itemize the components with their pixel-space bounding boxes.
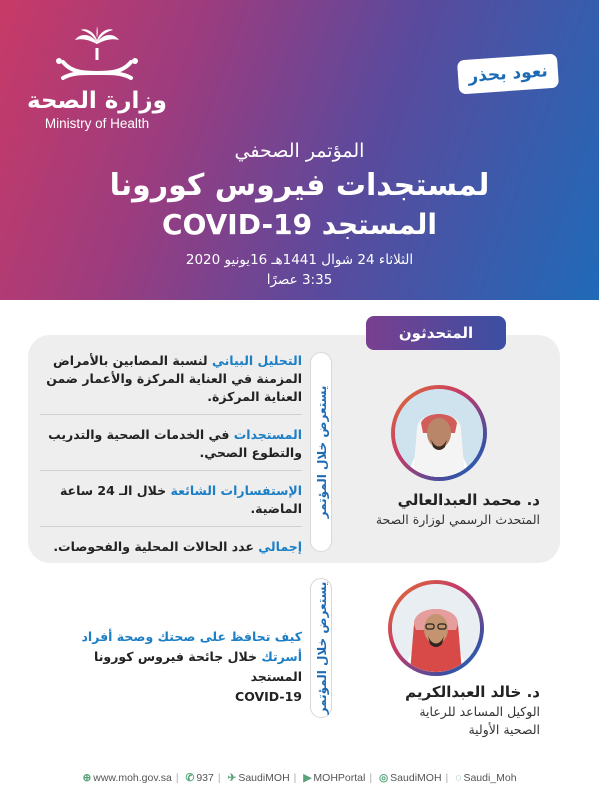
topic-highlight: التحليل البياني <box>211 353 302 368</box>
conference-time: 3:35 عصرًا <box>266 272 333 288</box>
phone-icon: ✆ <box>185 772 195 784</box>
topic-highlight: كيف تحافظ على صحتك وصحة أفراد <box>81 629 302 644</box>
speaker2-side-label: يستعرض خلال المؤتمر <box>315 581 329 715</box>
topic-highlight: أسرتك <box>261 649 302 664</box>
snapchat-icon: ◌ <box>455 772 462 784</box>
speaker2-title-line1: الوكيل المساعد للرعاية <box>419 704 540 719</box>
footer-twitter[interactable] <box>228 772 290 784</box>
speaker1-side-label-box <box>310 352 332 552</box>
instagram-text: SaudiMOH <box>390 772 442 784</box>
topic-tail: COVID-19 <box>235 689 302 704</box>
website-text: www.moh.gov.sa <box>93 772 172 784</box>
speaker1-topics <box>40 350 302 573</box>
speaker1-name: د. محمد العبدالعالي <box>397 491 540 509</box>
topic-text: عدد الحالات المحلية والفحوصات. <box>53 539 259 554</box>
logo-arabic-text: وزارة الصحة <box>27 88 167 114</box>
topic-item <box>40 536 302 564</box>
speaker1-photo <box>395 389 483 477</box>
topic-text: لنسبة المصابين بالأمراض المزمنة في العناية المركزة والأعمار ضمن العناية المركزة. <box>46 353 302 404</box>
footer-snapchat[interactable] <box>455 772 516 784</box>
header-banner <box>0 0 599 300</box>
speaker2-title-line2: الصحية الأولية <box>468 722 540 737</box>
conference-title-line2: المستجد COVID-19 <box>162 208 437 241</box>
palm-swords-emblem-icon <box>49 26 145 86</box>
speaker1-title: المتحدث الرسمي لوزارة الصحة <box>375 512 540 527</box>
footer-phone[interactable] <box>186 772 214 784</box>
topic-item <box>40 424 302 471</box>
conference-subtitle: المؤتمر الصحفي <box>234 140 365 162</box>
person-icon <box>395 389 483 477</box>
phone-text: 937 <box>196 772 214 784</box>
topic-text: خلال جائحة فيروس كورونا المستجد <box>94 649 302 684</box>
speaker2-avatar <box>388 580 484 676</box>
topic-item <box>40 350 302 415</box>
footer-instagram[interactable] <box>379 772 442 784</box>
campaign-badge: نعود بحذر <box>457 54 559 95</box>
ministry-logo <box>22 26 172 131</box>
footer-website[interactable] <box>82 772 171 784</box>
snapchat-text: Saudi_Moh <box>463 772 517 784</box>
topic-text: خلال الـ 24 ساعة الماضية. <box>59 483 302 516</box>
person-icon <box>392 584 480 672</box>
conference-title-line1: لمستجدات فيروس كورونا <box>109 168 490 203</box>
speaker2-photo <box>392 584 480 672</box>
instagram-icon: ◎ <box>379 772 389 784</box>
logo-english-text: Ministry of Health <box>44 116 150 131</box>
topic-item <box>40 480 302 527</box>
conference-date: الثلاثاء 24 شوال 1441هـ 16يونيو 2020 <box>185 252 414 268</box>
globe-icon: ⊕ <box>82 772 92 784</box>
twitter-icon: ✈ <box>227 772 237 784</box>
speakers-heading: المتحدثون <box>366 316 506 350</box>
speaker2-name: د. خالد العبدالكريم <box>405 683 540 701</box>
footer-contacts: ⊕ www.moh.gov.sa | ✆ 937 | ✈ SaudiMOH | ▶ MOHPortal | ◎ SaudiMOH | ◌ Saudi_Moh <box>82 772 517 784</box>
speaker1-side-label: يستعرض خلال المؤتمر <box>315 385 329 519</box>
topic-highlight: إجمالي <box>258 539 302 554</box>
topic-highlight: المستجدات <box>233 427 302 442</box>
twitter-text: SaudiMOH <box>238 772 290 784</box>
footer-youtube[interactable] <box>303 772 365 784</box>
youtube-icon: ▶ <box>303 772 312 784</box>
topic-text: في الخدمات الصحية والتدريب والتطوع الصحي. <box>48 427 302 460</box>
topic-highlight: الإستفسارات الشائعة <box>170 483 302 498</box>
speaker2-side-label-box <box>310 578 332 718</box>
speaker1-avatar <box>391 385 487 481</box>
youtube-text: MOHPortal <box>313 772 366 784</box>
speaker2-topic <box>40 627 302 707</box>
